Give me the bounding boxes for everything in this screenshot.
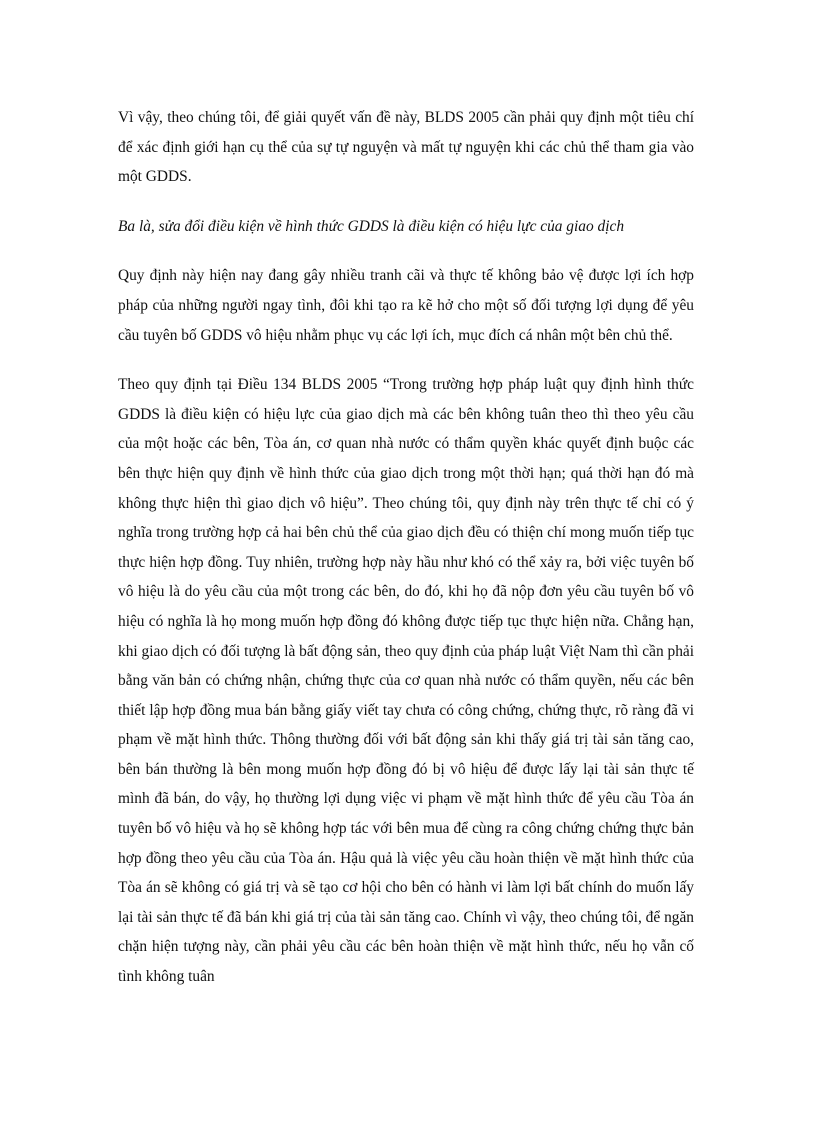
paragraph-gap (118, 241, 694, 261)
document-body (118, 103, 694, 992)
paragraph-controversy: Quy định này hiện nay đang gây nhiều tranh cãi và thực tế không bảo vệ được lợi ích hợp pháp của những người ngay tình, đôi khi tạo ra kẽ hở cho một số đối tượng lợi dụng để yêu cầu tuyên bố GDDS vô hiệu nhằm phục vụ các lợi ích, mục đích cá nhân một bên chủ thể. (118, 267, 694, 344)
paragraph-article-134: Theo quy định tại Điều 134 BLDS 2005 “Trong trường hợp pháp luật quy định hình thức GDDS là điều kiện có hiệu lực của giao dịch mà các bên không tuân theo thì theo yêu cầu của một hoặc các bên, Tòa án, cơ quan nhà nước có thẩm quyền khác quyết định buộc các bên thực hiện quy định về hình thức của giao dịch trong một thời hạn; quá thời hạn đó mà không thực hiện thì giao dịch vô hiệu”. Theo chúng tôi, quy định này trên thực tế chỉ có ý nghĩa trong trường hợp cả hai bên chủ thể của giao dịch đều có thiện chí mong muốn tiếp tục thực hiện hợp đồng. Tuy nhiên, trường hợp này hầu như khó có thể xảy ra, bởi việc tuyên bố vô hiệu là do yêu cầu của một trong các bên, do đó, khi họ đã nộp đơn yêu cầu tuyên bố vô hiệu có nghĩa là họ mong muốn hợp đồng đó không được tiếp tục thực hiện nữa. Chẳng hạn, khi giao dịch có đối tượng là bất động sản, theo quy định của pháp luật Việt Nam thì cần phải bằng văn bản có chứng nhận, chứng thực của cơ quan nhà nước có thẩm quyền, nếu các bên thiết lập hợp đồng mua bán bằng giấy viết tay chưa có công chứng, chứng thực, rõ ràng đã vi phạm về mặt hình thức. Thông thường đối với bất động sản khi thấy giá trị tài sản tăng cao, bên bán thường là bên mong muốn hợp đồng đó bị vô hiệu để được lấy lại tài sản thực tế mình đã bán, do vậy, họ thường lợi dụng việc vi phạm về mặt hình thức để yêu cầu Tòa án tuyên bố vô hiệu và họ sẽ không hợp tác với bên mua để cùng ra công chứng chứng thực bản hợp đồng theo yêu cầu của Tòa án. Hậu quả là việc yêu cầu hoàn thiện về mặt hình thức của Tòa án sẽ không có giá trị và sẽ tạo cơ hội cho bên có hành vi làm lợi bất chính do muốn lấy lại tài sản thực tế đã bán khi giá trị của tài sản tăng cao. Chính vì vậy, theo chúng tôi, để ngăn chặn hiện tượng này, cần phải yêu cầu các bên hoàn thiện về mặt hình thức, nếu họ vẫn cố tình không tuân (118, 376, 694, 986)
paragraph-conclusion: Vì vậy, theo chúng tôi, để giải quyết vấn đề này, BLDS 2005 cần phải quy định một tiêu chí để xác định giới hạn cụ thể của sự tự nguyện và mất tự nguyện khi các chủ thể tham gia vào một GDDS. (118, 109, 694, 186)
section-heading: Ba là, sửa đổi điều kiện về hình thức GDDS là điều kiện có hiệu lực của giao dịch (118, 217, 625, 235)
paragraph-gap (118, 350, 694, 370)
paragraph-gap (118, 192, 694, 212)
